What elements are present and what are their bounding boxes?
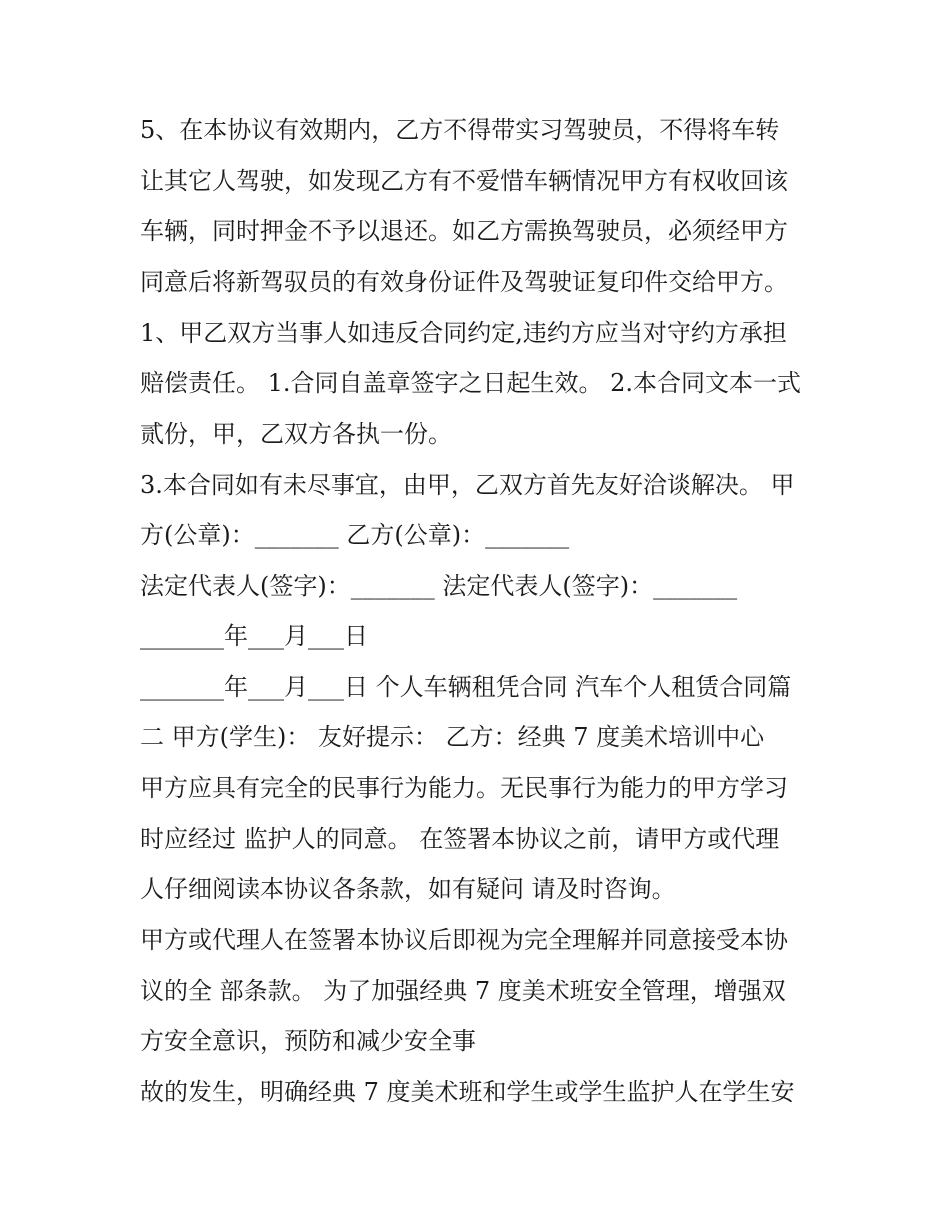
text-line: 故的发生，明确经典 7 度美术班和学生或学生监护人在学生安 <box>140 1078 795 1106</box>
signature-line-representative: 法定代表人(签字)：_______ 法定代表人(签字)：_______ <box>140 572 738 600</box>
text-line: 5、在本协议有效期内，乙方不得带实习驾驶员，不得将车转 <box>140 116 780 144</box>
date-line: _______年___月___日 <box>140 622 368 650</box>
text-line: 贰份，甲，乙双方各执一份。 <box>140 420 452 448</box>
text-line: 人仔细阅读本协议各条款，如有疑问 请及时咨询。 <box>140 875 676 903</box>
text-line: 车辆，同时押金不予以退还。如乙方需换驾驶员，必须经甲方 <box>140 217 788 245</box>
text-line: 议的全 部条款。 为了加强经典 7 度美术班安全管理，增强双 <box>140 977 786 1005</box>
text-line: 甲方或代理人在签署本协议后即视为完全理解并同意接受本协 <box>140 926 788 954</box>
text-line: 3.本合同如有未尽事宜，由甲，乙双方首先友好洽谈解决。 甲 <box>140 471 795 499</box>
text-line: 同意后将新驾驭员的有效身份证件及驾驶证复印件交给甲方。 <box>140 268 788 296</box>
text-line: 甲方应具有完全的民事行为能力。无民事行为能力的甲方学习 <box>140 774 788 802</box>
text-line: 1、甲乙双方当事人如违反合同约定,违约方应当对守约方承担 <box>140 319 787 347</box>
text-line: 方安全意识，预防和减少安全事 <box>140 1027 476 1055</box>
signature-line-seal: 方(公章)：_______ 乙方(公章)：_______ <box>140 521 570 549</box>
text-line: 赔偿责任。 1.合同自盖章签字之日起生效。 2.本合同文本一式 <box>140 369 802 397</box>
date-line: _______年___月___日 个人车辆租凭合同 汽车个人租赁合同篇 <box>140 673 792 701</box>
text-line: 让其它人驾驶，如发现乙方有不爱惜车辆情况甲方有权收回该 <box>140 167 788 195</box>
text-line: 时应经过 监护人的同意。 在签署本协议之前，请甲方或代理 <box>140 825 780 853</box>
text-line: 二 甲方(学生)： 友好提示： 乙方：经典 7 度美术培训中心 <box>140 723 765 751</box>
